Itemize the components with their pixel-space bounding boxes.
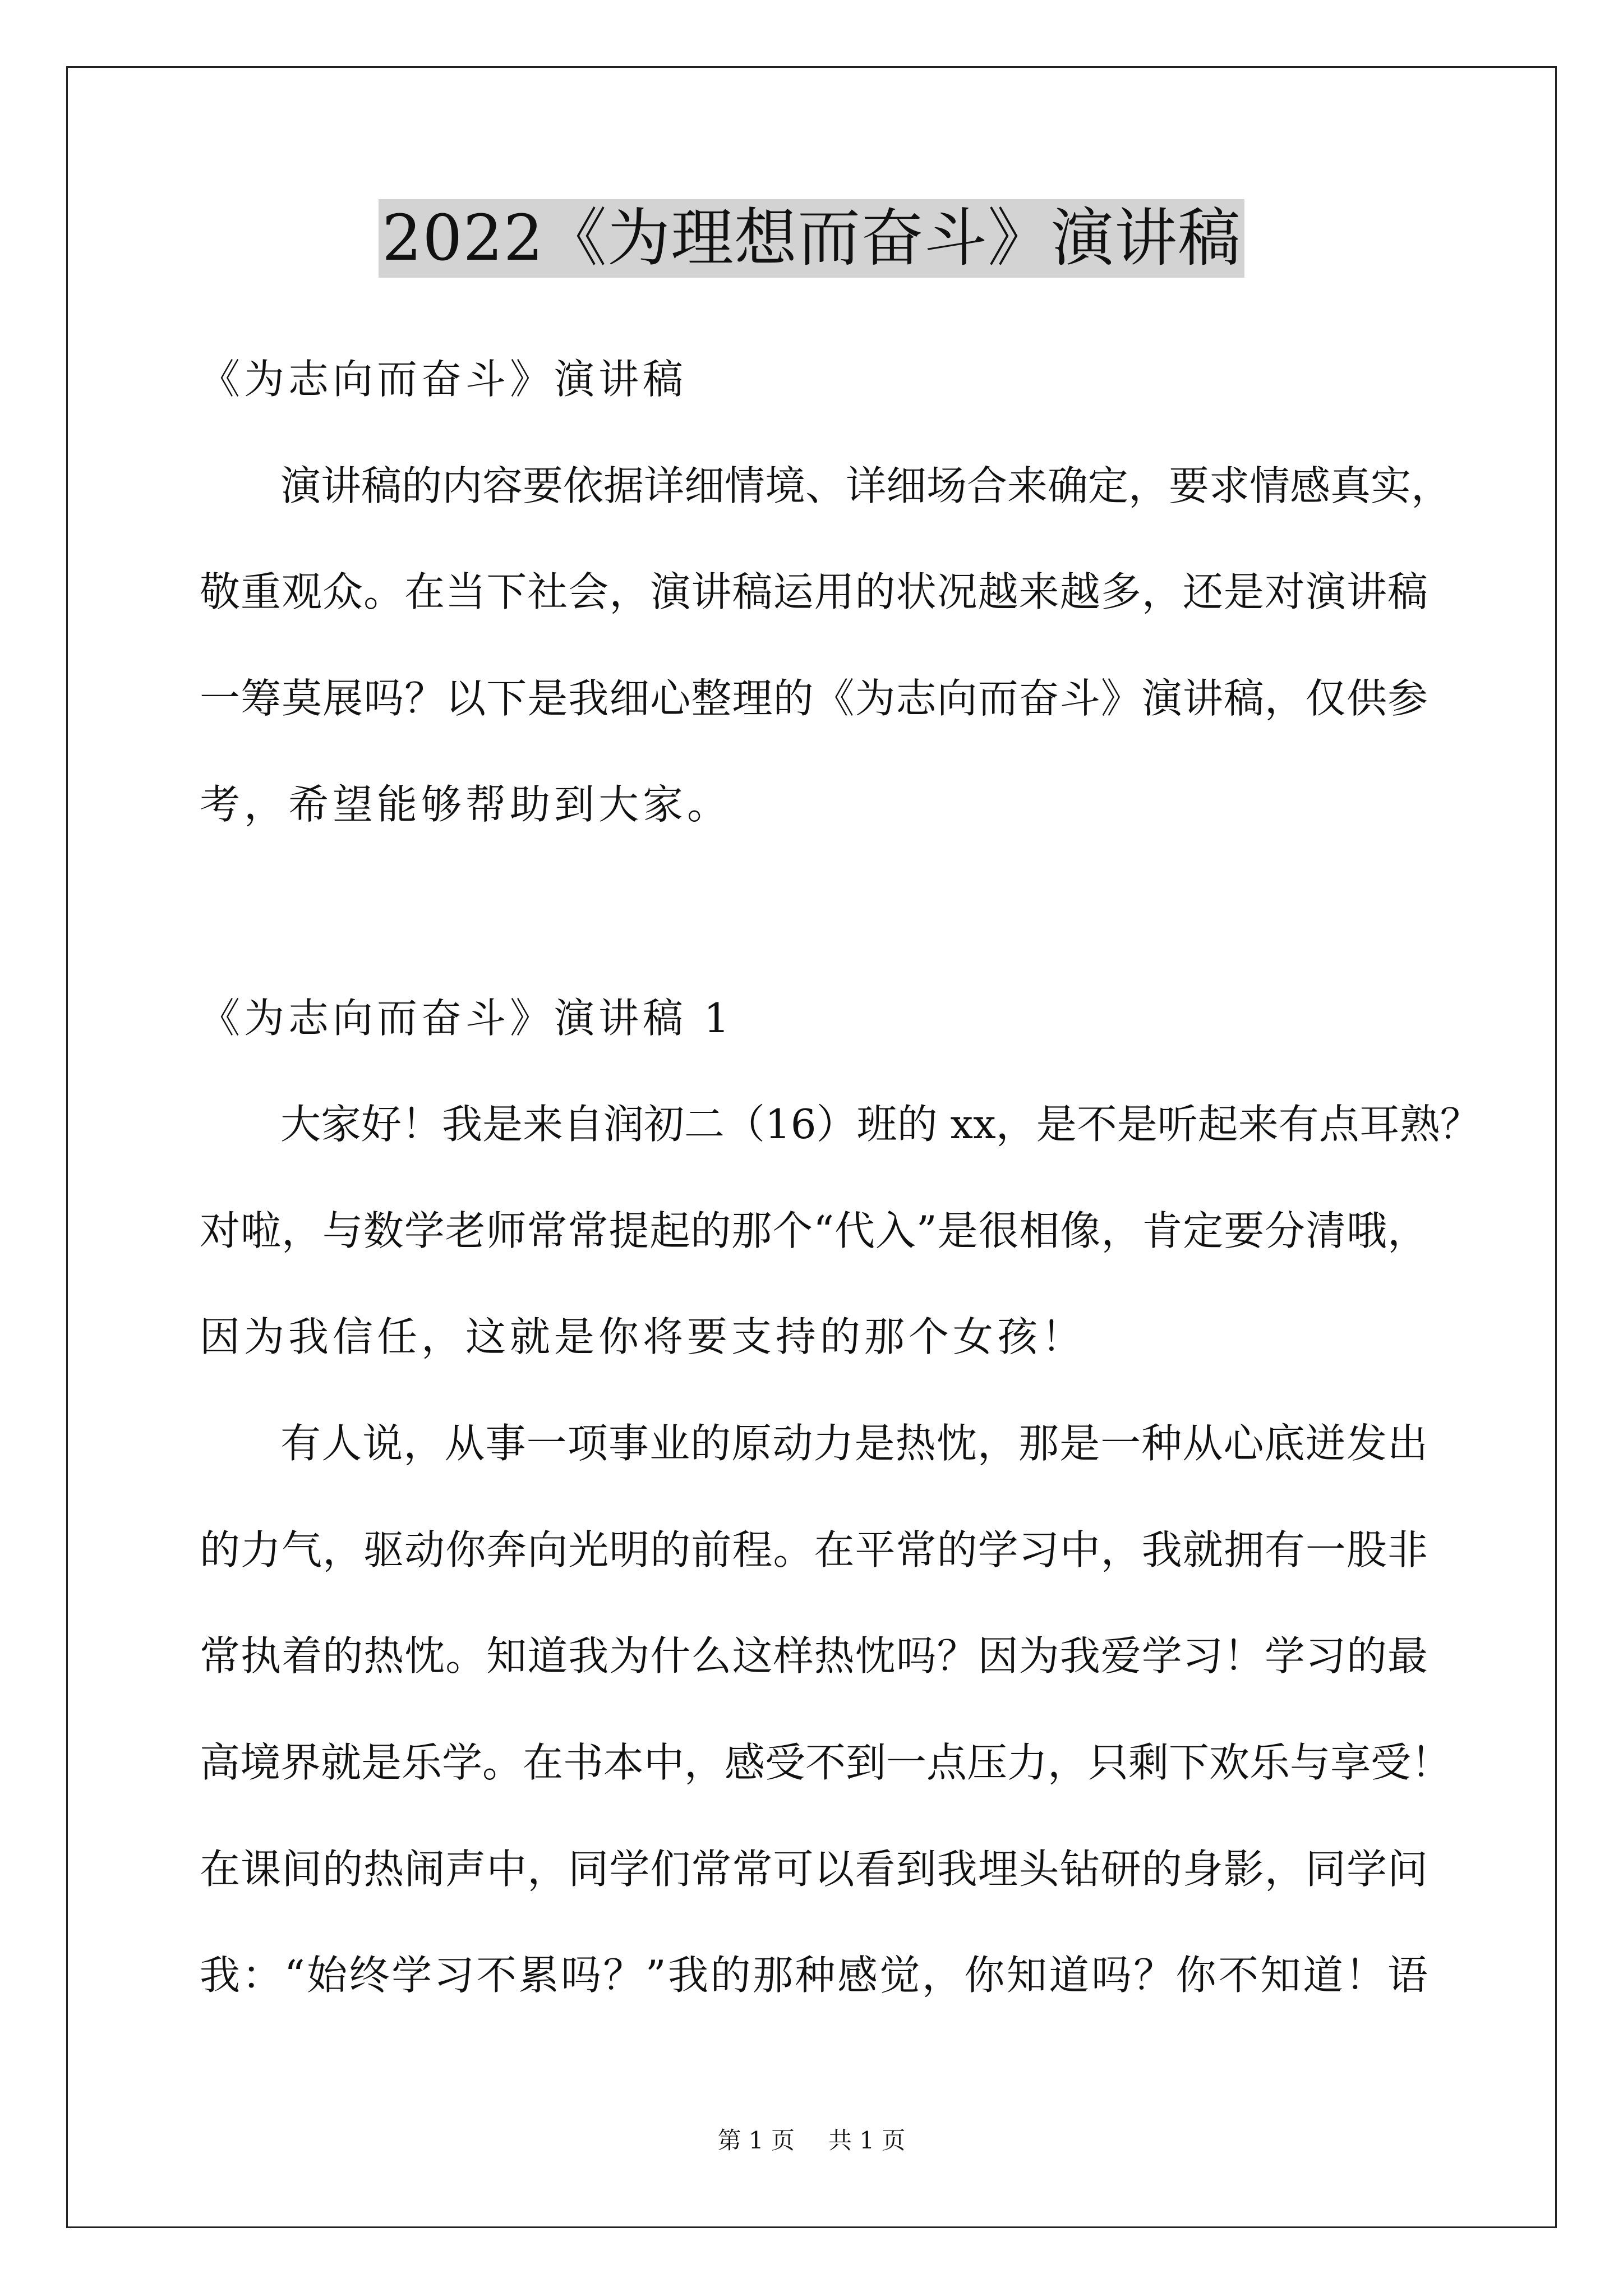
paragraph1-line-1: 大家好！我是来自润初二（16）班的 xx，是不是听起来有点耳熟？	[280, 1101, 1481, 1148]
title-container	[0, 199, 1623, 278]
section-heading: 《为志向而奋斗》演讲稿 1	[200, 995, 734, 1042]
intro-line-3: 一筹莫展吗？以下是我细心整理的《为志向而奋斗》演讲稿，仅供参	[200, 675, 1428, 722]
paragraph2-line-1: 有人说，从事一项事业的原动力是热忱，那是一种从心底迸发出	[280, 1420, 1428, 1467]
document-title: 2022《为理想而奋斗》演讲稿	[379, 199, 1244, 278]
total-pages-label: 共 1 页	[828, 2127, 906, 2154]
paragraph2-line-6: 我：“始终学习不累吗？”我的那种感觉，你知道吗？你不知道！语	[200, 1952, 1428, 1999]
intro-line-2: 敬重观众。在当下社会，演讲稿运用的状况越来越多，还是对演讲稿	[200, 568, 1428, 615]
paragraph2-line-2: 的力气，驱动你奔向光明的前程。在平常的学习中，我就拥有一股非	[200, 1526, 1428, 1573]
document-subtitle: 《为志向而奋斗》演讲稿	[200, 356, 688, 403]
intro-line-1: 演讲稿的内容要依据详细情境、详细场合来确定，要求情感真实，	[280, 462, 1452, 509]
page-footer	[0, 2125, 1623, 2156]
paragraph1-line-3: 因为我信任，这就是你将要支持的那个女孩！	[200, 1313, 1086, 1360]
paragraph2-line-3: 常执着的热忱。知道我为什么这样热忱吗？因为我爱学习！学习的最	[200, 1632, 1428, 1680]
paragraph2-line-4: 高境界就是乐学。在书本中，感受不到一点压力，只剩下欢乐与享受！	[200, 1739, 1452, 1786]
paragraph2-line-5: 在课间的热闹声中，同学们常常可以看到我埋头钻研的身影，同学问	[200, 1846, 1428, 1893]
paragraph1-line-2: 对啦，与数学老师常常提起的那个“代入”是很相像，肯定要分清哦，	[200, 1207, 1428, 1254]
intro-line-4: 考，希望能够帮助到大家。	[200, 781, 732, 828]
page-number-label: 第 1 页	[717, 2127, 795, 2154]
